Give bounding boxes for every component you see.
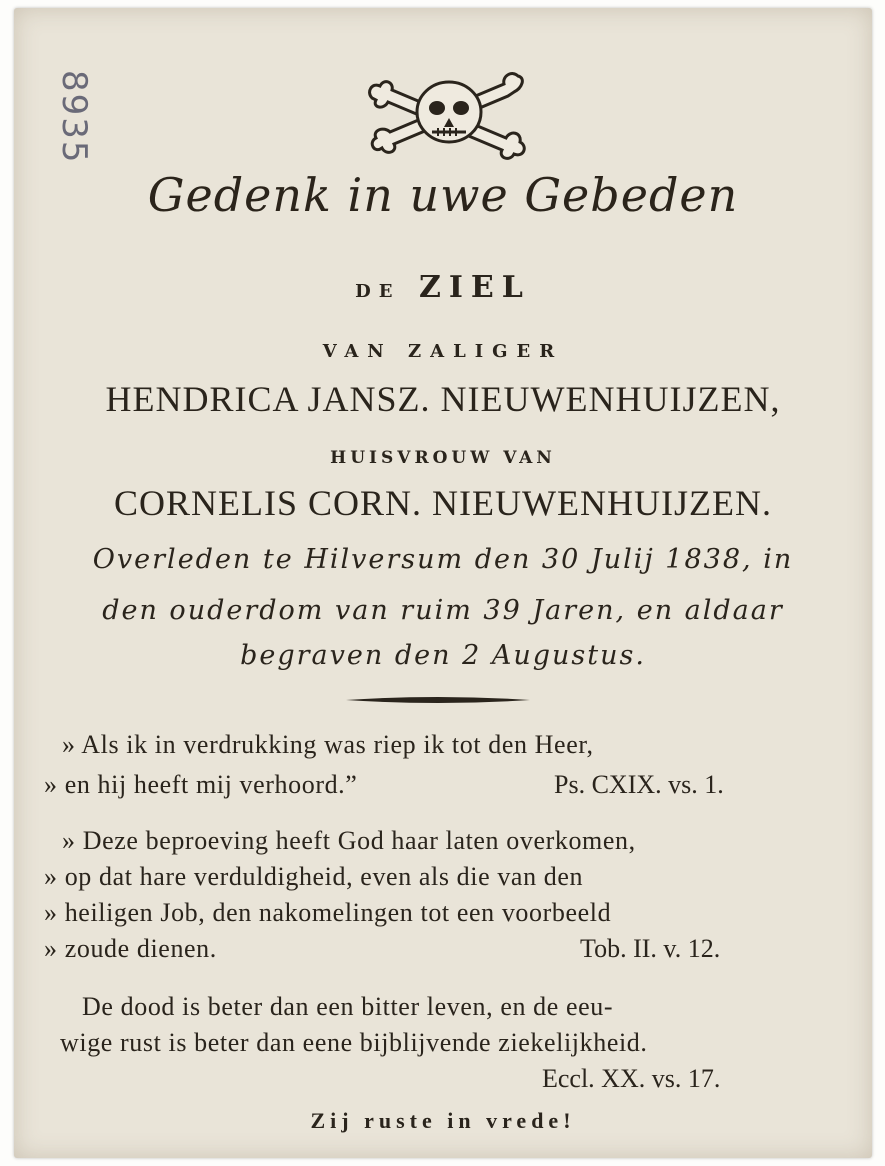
ziel-word: ZIEL	[418, 270, 531, 305]
death-notice-line-1: Overleden te Hilversum den 30 Julij 1838, in	[92, 544, 794, 575]
verse2-line-2: » op dat hare verduldigheid, even als die van den	[44, 862, 584, 891]
spouse-name: CORNELIS CORN. NIEUWENHUIJZEN.	[114, 483, 772, 523]
verse1-line-1: » Als ik in verdrukking was riep ik tot den Heer,	[62, 730, 594, 759]
verse3-line-2: wige rust is beter dan eene bijblijvende ziekelijkheid.	[60, 1028, 648, 1057]
closing-line: Zij ruste in vrede!	[310, 1108, 576, 1133]
heading: Gedenk in uwe Gebeden	[147, 168, 739, 222]
verse1-line-2: » en hij heeft mij verhoord.”	[44, 770, 358, 799]
death-notice-line-2: den ouderdom van ruim 39 Jaren, en aldaar	[102, 595, 784, 626]
verse2-reference: Tob. II. v. 12.	[580, 934, 721, 963]
death-notice-line-3: begraven den 2 Augustus.	[240, 640, 646, 671]
de-ziel	[14, 270, 872, 305]
verse3-reference: Eccl. XX. vs. 17.	[542, 1064, 721, 1093]
memorial-card	[14, 8, 872, 1158]
verse2-line-3: » heiligen Job, den nakomelingen tot een voorbeeld	[44, 898, 612, 927]
verse2-line-4: » zoude dienen.	[44, 934, 217, 963]
inventory-number: 8935	[54, 70, 94, 165]
verse2-line-1: » Deze beproeving heeft God haar laten overkomen,	[62, 826, 636, 855]
skull-crossbones-icon	[364, 70, 534, 160]
verse3-line-1: De dood is beter dan een bitter leven, en de eeu-	[82, 992, 614, 1021]
ornamental-rule	[346, 694, 530, 706]
relation-label: HUISVROUW VAN	[330, 448, 556, 468]
verse1-reference: Ps. CXIX. vs. 1.	[554, 770, 724, 799]
de-word: DE	[355, 281, 401, 302]
van-zaliger: VAN ZALIGER	[322, 341, 564, 362]
deceased-name: HENDRICA JANSZ. NIEUWENHUIJZEN,	[105, 379, 781, 419]
